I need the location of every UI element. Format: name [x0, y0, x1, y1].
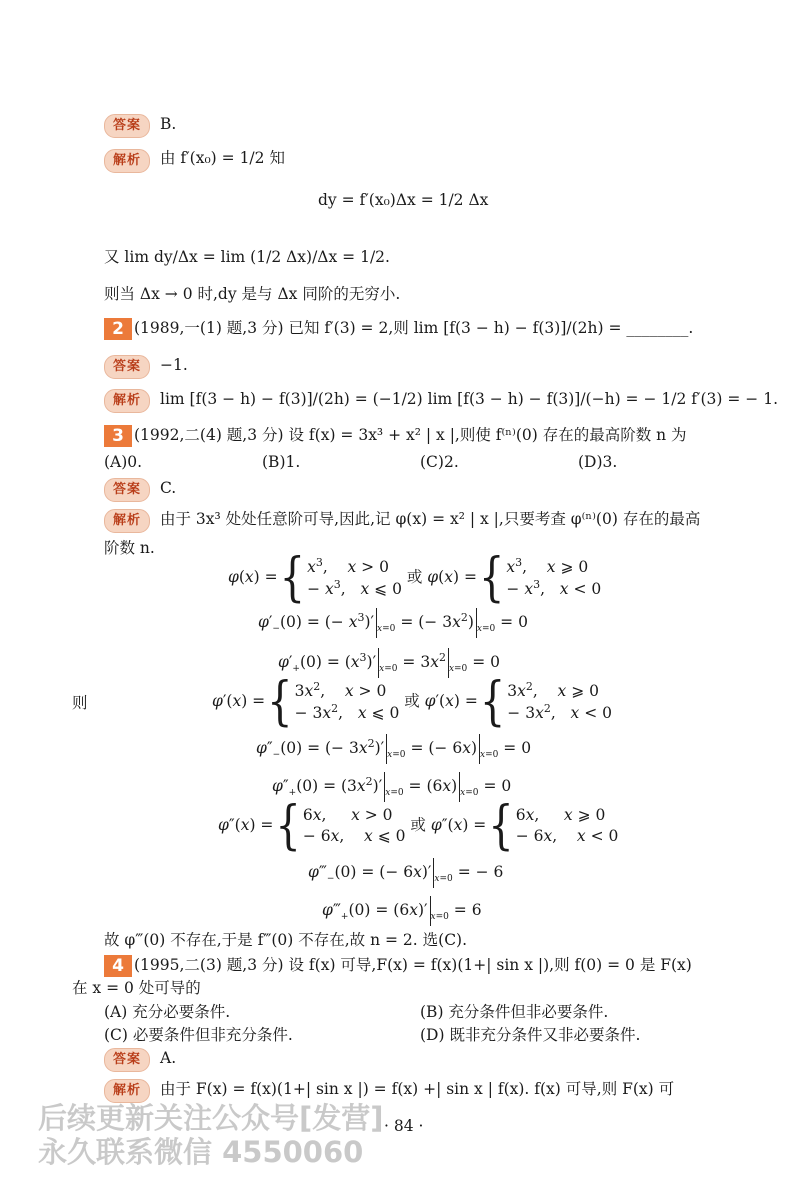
limit-equation: 又 lim dy/Δx = lim (1/2 Δx)/Δx = 1/2.: [104, 248, 390, 266]
watermark-line-2: 永久联系微信 4550060: [38, 1135, 364, 1169]
option-a: (A)0.: [104, 453, 143, 471]
answer-badge: 答案: [104, 478, 150, 502]
option-d: (D) 既非充分条件又非必要条件.: [420, 1026, 641, 1044]
answer-text: C.: [160, 479, 177, 497]
question-number: 4: [104, 955, 132, 977]
question-number: 2: [104, 318, 132, 340]
question-number: 3: [104, 425, 132, 447]
answer-badge: 答案: [104, 1048, 150, 1072]
option-c: (C)2.: [420, 453, 459, 471]
derivative-left-1: $\varphi'_-(0)$ = (− $x^3)'$ $_{x=0}$ = (− $3x^2$) $_{x=0}$ = 0: [258, 608, 528, 638]
option-c: (C) 必要条件但非充分条件.: [104, 1026, 293, 1044]
analysis-badge: 解析: [104, 509, 150, 533]
piecewise-phi-prime: φ′(x) ={ $3x^2$, x > 0 − $3x^2$, x ⩽ 0 或 φ′(x) ={ $3x^2$, x ⩾ 0 − $3x^2$, x < 0: [212, 672, 612, 732]
analysis-line: 由于 3x³ 处处任意阶可导,因此,记 φ(x) = x² | x |,只要考查 φ⁽ⁿ⁾(0) 存在的最高: [160, 510, 701, 528]
derivative-right-2: $\varphi''_+(0) = (3x^2)'$ $_{x=0}$ = (6x) $_{x=0}$ = 0: [272, 772, 511, 802]
question-text: (1989,一(1) 题,3 分) 已知 f′(3) = 2,则 lim [f(3 − h) − f(3)]/(2h) = ________.: [134, 319, 694, 337]
conclusion-line: 则当 Δx → 0 时,dy 是与 Δx 同阶的无穷小.: [104, 285, 401, 303]
question-text: (1992,二(4) 题,3 分) 设 f(x) = 3x³ + x² | x |,则使 f⁽ⁿ⁾(0) 存在的最高阶数 n 为: [134, 426, 687, 444]
answer-badge: 答案: [104, 114, 150, 138]
analysis-line: 由于 F(x) = f(x)(1+| sin x |) = f(x) +| sin x | f(x). f(x) 可导,则 F(x) 可: [160, 1080, 675, 1098]
option-a: (A) 充分必要条件.: [104, 1003, 231, 1021]
derivative-left-2: $\varphi''_-(0)$ = (− $3x^2)'$ $_{x=0}$ = (− 6x) $_{x=0}$ = 0: [256, 734, 531, 764]
page-number: · 84 ·: [384, 1117, 424, 1135]
question-text: (1995,二(3) 题,3 分) 设 f(x) 可导,F(x) = f(x)(1+| sin x |),则 f(0) = 0 是 F(x): [134, 956, 692, 974]
piecewise-phi-double-prime: φ″(x) ={ 6x, x > 0 − 6x, x ⩽ 0 或 φ″(x) ={ 6x, x ⩾ 0 − 6x, x < 0: [218, 796, 619, 856]
analysis-badge: 解析: [104, 389, 150, 413]
conclusion-line: 故 φ‴(0) 不存在,于是 f‴(0) 不存在,故 n = 2. 选(C).: [104, 931, 468, 949]
analysis-badge: 解析: [104, 1079, 150, 1103]
answer-text: A.: [160, 1049, 177, 1067]
analysis-badge: 解析: [104, 149, 150, 173]
equation: dy = f′(x₀)Δx = 1/2 Δx: [318, 191, 489, 209]
option-d: (D)3.: [578, 453, 618, 471]
analysis-line: 由 f′(x₀) = 1/2 知: [160, 149, 285, 167]
answer-badge: 答案: [104, 355, 150, 379]
option-b: (B)1.: [262, 453, 301, 471]
answer-text: B.: [160, 115, 177, 133]
then-label: 则: [72, 694, 88, 712]
option-b: (B) 充分条件但非必要条件.: [420, 1003, 609, 1021]
derivative-left-3: $\varphi‴_-(0)$ = (− 6x)′ $_{x=0}$ = − 6: [308, 858, 503, 888]
analysis-line: 阶数 n.: [104, 539, 155, 557]
question-text: 在 x = 0 处可导的: [72, 979, 201, 997]
derivative-right-1: $\varphi'_+(0) = (x^3)'$ $_{x=0} = 3x^2_{x=0} = 0$: [278, 648, 500, 678]
piecewise-phi: φ(x) ={ $x^3$, x > 0 − $x^3$, x ⩽ 0 或 φ(x) ={ $x^3$, x ⩾ 0 − $x^3$, x < 0: [228, 548, 602, 608]
derivative-right-3: $\varphi‴_+(0) = (6x)'$ $_{x=0}$ = 6: [322, 896, 482, 926]
watermark-line-1: 后续更新关注公众号[发营]: [38, 1101, 384, 1135]
analysis-line: lim [f(3 − h) − f(3)]/(2h) = (−1/2) lim [f(3 − h) − f(3)]/(−h) = − 1/2 f′(3) = − 1.: [160, 390, 778, 408]
answer-text: −1.: [160, 356, 188, 374]
